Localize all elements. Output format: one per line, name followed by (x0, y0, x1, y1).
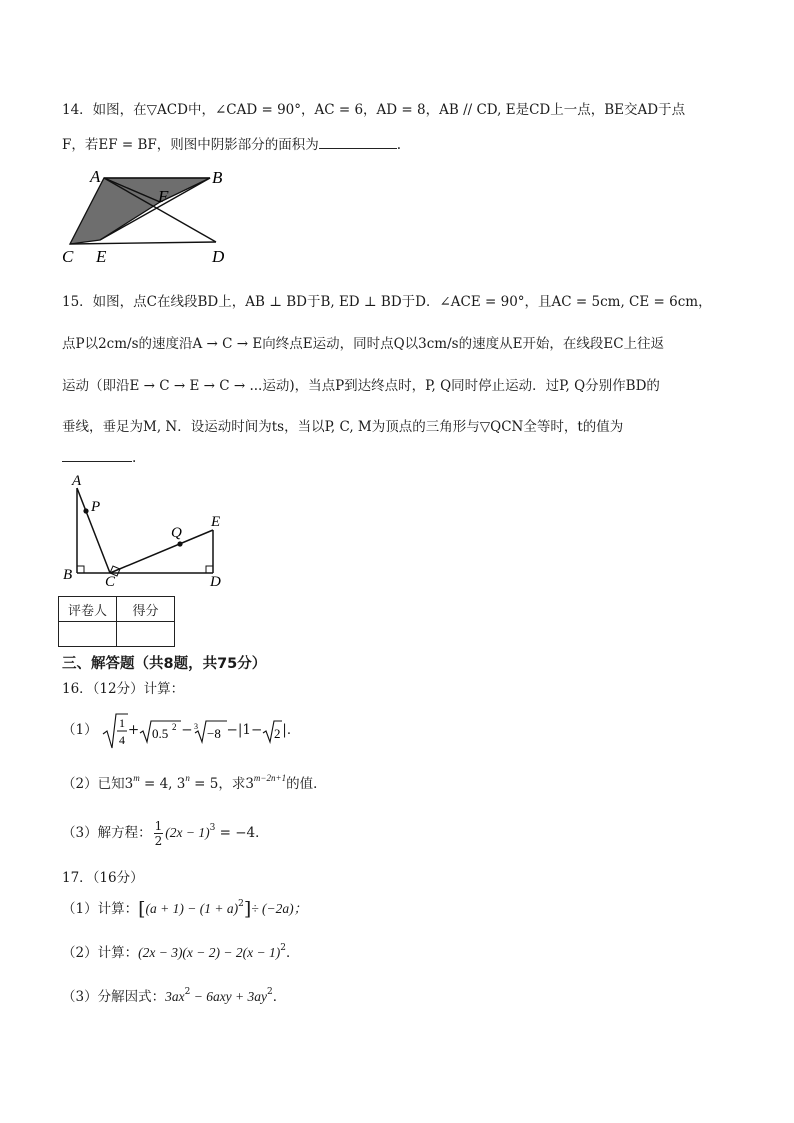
q15-line4: 垂线，垂足为M, N．设运动时间为ts，当以P, C, M为顶点的三角形与▽QCN全等时，t的值为 (62, 419, 624, 435)
q17-part1-exp: 2 (238, 899, 244, 909)
q15-label-a: A (72, 473, 82, 489)
q17-part2-body: (2x − 3)(x − 2) − 2(x − 1) (138, 945, 281, 960)
q15-point-p (83, 508, 88, 513)
q16-part2-text-a: （2）已知3 (62, 776, 134, 792)
q17-header: 17．（16分） (62, 870, 144, 886)
q17-part2-exp: 2 (280, 943, 286, 953)
q17-part3-tail: ． (272, 989, 287, 1005)
q16-part1-label: （1） (62, 722, 98, 738)
q14-label-d: D (212, 247, 225, 266)
q16-part3-tail: = −4． (215, 825, 269, 841)
q14-line2-text: F，若EF = BF，则图中阴影部分的面积为 (62, 137, 319, 153)
q16-part3-exp: 3 (209, 823, 216, 833)
q16-header: 16．（12分）计算： (62, 681, 185, 697)
q16-cuberoot-index: 3 (193, 721, 198, 731)
q14-line2 (62, 133, 401, 153)
q16-sqrt-square-base: 0.5 (152, 725, 169, 741)
q14-label-f: F (158, 187, 169, 206)
q15-label-q: Q (171, 525, 182, 541)
score-table (58, 596, 175, 647)
q16-part2-text-b: = 4, 3 (139, 776, 186, 792)
q14-label-e: E (96, 247, 107, 266)
q15-line5 (62, 450, 136, 466)
q15-period: . (132, 450, 137, 466)
q16-sqrt-fraction (102, 712, 128, 750)
q16-frac-den: 4 (118, 732, 125, 747)
q17-part2-label: （2）计算： (62, 945, 139, 961)
q17-part3-exp1: 2 (184, 987, 191, 997)
q16-part2-exp-m: m (133, 773, 140, 783)
q15-point-q (177, 541, 182, 546)
q16-part1 (62, 710, 300, 750)
q17-part3-exp2: 2 (267, 987, 273, 997)
q16-sqrt-square (139, 718, 181, 744)
q16-part2-exp-n: n (185, 773, 190, 783)
q17-part1-body: (a + 1) − (1 + a) (145, 901, 239, 916)
q14-label-c: C (62, 247, 74, 266)
q16-frac-num: 1 (118, 715, 125, 730)
q16-part3-fraction (154, 819, 164, 848)
q15-line3: 运动（即沿E → C → E → C → ...运动)，当点P到达终点时，P, Q同时停止运动．过P, Q分别作BD的 (62, 378, 660, 394)
q14-label-a: A (90, 167, 101, 186)
q16-abs-end: |． (282, 722, 301, 738)
q15-label-b: B (63, 567, 73, 583)
q15-right-angle-d (206, 566, 213, 573)
q16-sqrt-two (262, 718, 282, 744)
q17-part1: （1）计算：$[(a + 1) - (1 + a)^2]\div (-2a)$； (62, 898, 308, 920)
q15-segment-ce (110, 530, 213, 573)
q17-part3-label: （3）分解因式： (62, 989, 166, 1005)
q17-part3-term2: − 6axy + 3ay (190, 989, 268, 1004)
q14-segment-cd (70, 242, 216, 244)
q16-cuberoot (193, 718, 227, 744)
q15-line1: 15．如图，点C在线段BD上，AB ⊥ BD于B, ED ⊥ BD于D．∠ACE = 90°，且AC = 5cm, CE = 6cm， (62, 294, 712, 310)
q15-label-d: D (210, 574, 221, 588)
score-table-score-cell[interactable] (117, 622, 175, 647)
q15-label-c: C (105, 574, 116, 588)
q16-part2 (62, 772, 327, 792)
q15-label-e: E (211, 514, 221, 530)
q17-part3-term1: 3ax (165, 989, 185, 1004)
q14-figure (58, 166, 238, 266)
q16-sqrt-square-exp: 2 (172, 721, 177, 732)
q16-part2-text-c: = 5，求3 (189, 776, 254, 792)
q16-part3 (62, 815, 269, 851)
q16-part3-label: （3）解方程： (62, 825, 152, 841)
q15-label-p: P (91, 499, 101, 515)
q16-plus: + (127, 722, 140, 738)
q17-part2-tail: ． (285, 945, 300, 961)
q16-part2-text-d: 的值． (286, 776, 327, 792)
q16-part3-frac-den: 2 (154, 834, 163, 848)
score-table-header-grader: 评卷人 (59, 597, 117, 622)
q17-part1-tail: ÷ (−2a)； (251, 901, 308, 916)
q16-abs-start: −|1− (226, 722, 263, 738)
q17-part1-label: （1）计算： (62, 901, 139, 917)
section3-title: 三、解答题（共8题，共75分） (62, 656, 267, 672)
score-table-header-score: 得分 (117, 597, 175, 622)
q16-sqrt-two-radicand: 2 (274, 725, 281, 741)
q16-minus: − (181, 722, 193, 738)
q14-label-b: B (212, 168, 223, 187)
q16-part2-exp-expr: m−2n+1 (253, 773, 287, 783)
q16-part3-frac-num: 1 (154, 819, 163, 833)
q14-answer-blank (319, 148, 397, 149)
q16-cuberoot-radicand: −8 (206, 725, 221, 741)
q15-answer-blank (62, 461, 132, 462)
q15-right-angle-b (77, 566, 84, 573)
q14-period: . (396, 137, 402, 153)
q14-line1: 14．如图，在▽ACD中，∠CAD = 90°，AC = 6，AD = 8，AB // CD, E是CD上一点，BE交AD于点 (62, 102, 686, 118)
q15-line2: 点P以2cm/s的速度沿A → C → E向终点E运动，同时点Q以3cm/s的速度从E开始，在线段EC上往返 (62, 336, 665, 352)
q15-figure (58, 470, 238, 588)
score-table-grader-cell[interactable] (59, 622, 117, 647)
q17-part3 (62, 985, 286, 1005)
q17-part2 (62, 941, 299, 961)
q16-part3-body: (2x − 1) (165, 825, 210, 840)
